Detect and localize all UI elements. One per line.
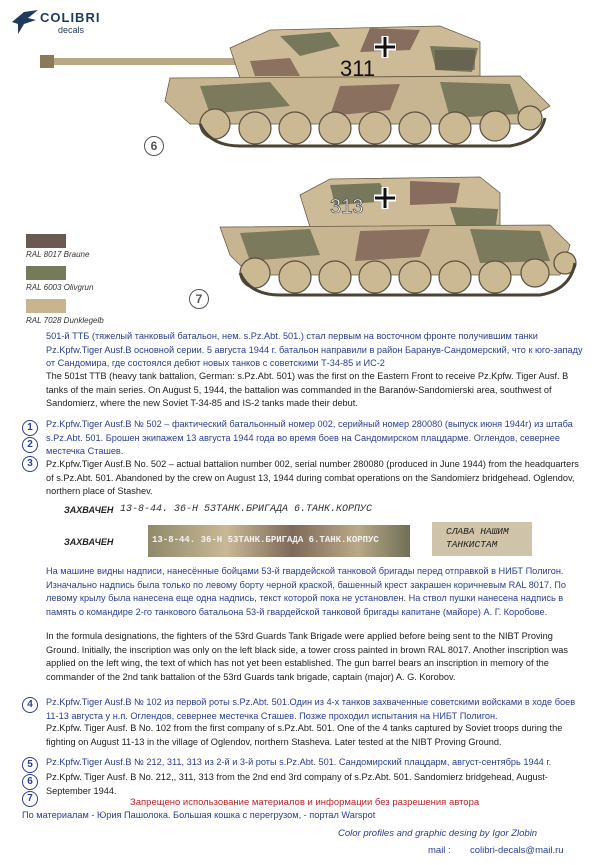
inscription-en: In the formula designations, the fighters of the 53rd Guards Tank Brigade were applied before being sent to the NIBT Proving Ground. Initially, the inscription was only on the left black side, a tower cross painted in brown RAL 8017. Another inscription was applied on the left wing, the text of which has not yet been established. The gun barrel bears an inscription in memory of the commander of the 2nd tank battalion of the 53rd Guards tank brigade, captain (major) A. G. Korobov.: [46, 631, 568, 682]
profile-label-6: 6: [144, 136, 164, 156]
swatch-ral-6003: [26, 266, 66, 280]
entry4-ru: Pz.Kpfw.Tiger Ausf.B № 102 из первой роты s.Pz.Abt. 501.Один из 4-х танков захваченные советскими войсками в ходе боев 11-13 августа у н.п. Оглендов, севернее местечка Сташев. Позже проходил испытания на НИБТ Полигон.: [46, 697, 576, 721]
turret-number-7: 313: [330, 196, 364, 218]
intro-en: The 501st TTB (heavy tank battalion, German: s.Pz.Abt. 501) was the first on the Eastern Front to receive Pz.Kpfw. Tiger Ausf. B tanks of the main series. On August 5, 1944, the battalion was commanded in the Baranów-Sandomierski area, southwest of Sandomierz, where the new Soviet T-34-85 and IS-2 tanks made their debut.: [46, 371, 569, 408]
turret-number-6: 311: [340, 56, 376, 81]
logo-brand: COLIBRI: [40, 10, 101, 25]
inscription-slava: СЛАВА НАШИМ ТАНКИСТАМ: [446, 526, 509, 550]
swatch-label-6003: RAL 6003 Olivgrun: [26, 283, 94, 292]
tank-profile-7: [160, 165, 600, 315]
marker-5: 5: [22, 757, 38, 773]
entry5-en: Pz.Kpfw. Tiger Ausf. B No. 212,, 311, 313 from the 2nd end 3rd company of s.Pz.Abt. 501. Sandomierz bridgehead, August-September 1944.: [46, 772, 548, 796]
mail-link[interactable]: colibri-decals@mail.ru: [470, 845, 564, 856]
tank-profile-6: [40, 6, 600, 166]
copyright-warning: Запрещено использование материалов и информации без разрешения автора: [130, 797, 480, 808]
entry5-ru: Pz.Kpfw.Tiger Ausf.B № 212, 311, 313 из 2-й и 3-й роты s.Pz.Abt. 501. Сандомирский плацдарм, август-сентябрь 1944 г.: [46, 757, 552, 767]
credits: По материалам - Юрия Пашолока. Большая кошка с перегрузом, - портал Warspot: [22, 810, 376, 820]
swatch-label-7028: RAL 7028 Dunklegelb: [26, 316, 104, 325]
logo-sub: decals: [58, 25, 85, 35]
gun-barrel: [45, 58, 235, 65]
swatch-ral-8017: [26, 234, 66, 248]
hummingbird-icon: [10, 8, 40, 36]
swatch-ral-7028: [26, 299, 66, 313]
entry1-ru: Pz.Kpfw.Tiger Ausf.B № 502 – фактический батальонный номер 002, серийный номер 280080 (выпуск июня 1944г) из штаба s.Pz.Abt. 501. Брошен экипажем 13 августа 1944 года во время боев на Сандомирском плацдарме. Оглендов, севернее местечка Сташев.: [46, 419, 573, 456]
marker-1: 1: [22, 420, 38, 436]
inscription-text-1: 13-8-44. 36-Н 53ТАНК.БРИГАДА 6.ТАНК.КОРПУС: [120, 504, 373, 515]
marker-4: 4: [22, 697, 38, 713]
entry4-en: Pz.Kpfw. Tiger Ausf. B No. 102 from the first company of s.Pz.Abt. 501. One of the 4 tanks captured by Soviet troops during the fighting on August 11-13 in the village of Oglendov, northern Stasheva. Later tested at the NIBT Proving Ground.: [46, 723, 563, 747]
entry1-en: Pz.Kpfw.Tiger Ausf.B No. 502 – actual battalion number 002, serial number 280080 (produced in June 1944) from the headquarters of s.Pz.Abt. 501. Abandoned by the crew on August 13, 1944 during combat operations on the Sandomierz bridgehead. Oglendov, northern place of Stashev.: [46, 459, 579, 496]
mail-label: mail :: [428, 845, 451, 856]
intro-ru: 501-й ТТБ (тяжелый танковый батальон, нем. s.Pz.Abt. 501.) стал первым на восточном фронте получившим танки Pz.Kpfw.Tiger Ausf.B основной серии. 5 августа 1944 г. батальон направили в район Баранув-Сандомерский, что к юго-западу от Сандомира, где состоялся дебют новых танков с советскими Т-34-85 и ИС-2: [46, 331, 583, 368]
marker-2: 2: [22, 437, 38, 453]
profile-label-7: 7: [189, 289, 209, 309]
inscription-label-1: ЗАХВАЧЕН: [64, 505, 114, 515]
inscription-ru: На машине видны надписи, нанесённые бойцами 53-й гвардейской танковой бригады перед отправкой в НИБТ Полигон. Изначально надпись была только по левому борту черной краской, башенный крест закрашен коричневым RAL 8017. По левому крылу была нанесена еще одна надпись, текст которой пока не установлен. На ствол пушки нанесена надпись в память о командире 2-го танкового батальона 53-й гвардейской танковой бригады капитане (майоре) А. Г. Коробове.: [46, 566, 566, 617]
inscription-text-2: 13-8-44. 36-Н 53ТАНК.БРИГАДА 6.ТАНК.КОРПУС: [152, 535, 379, 545]
design-credit: Color profiles and graphic desing by Igor Zlobin: [338, 828, 538, 839]
marker-3: 3: [22, 456, 38, 472]
swatch-label-8017: RAL 8017 Braune: [26, 250, 90, 259]
inscription-label-2: ЗАХВАЧЕН: [64, 537, 114, 547]
marker-6: 6: [22, 774, 38, 790]
marker-7: 7: [22, 791, 38, 807]
